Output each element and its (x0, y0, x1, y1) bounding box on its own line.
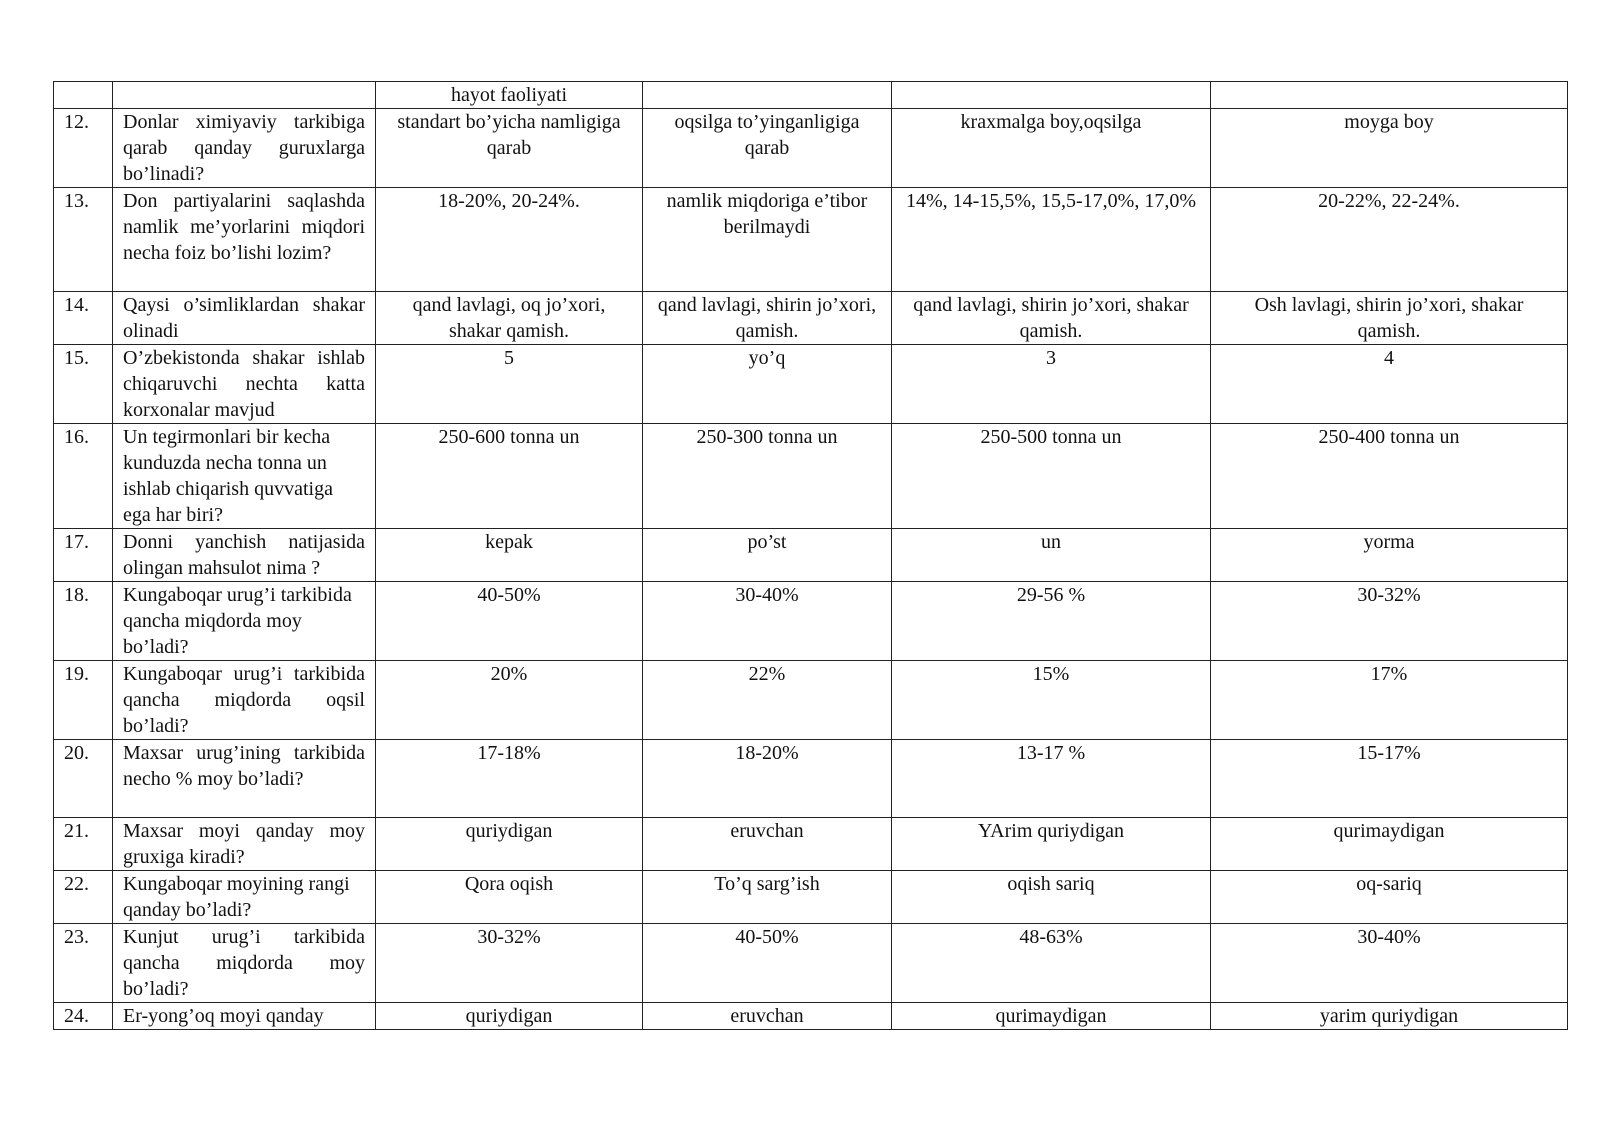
row-number: 13. (54, 188, 113, 292)
row-number: 22. (54, 871, 113, 924)
answer-b: 40-50% (643, 924, 892, 1003)
answer-b: qand lavlagi, shirin jo’xori, qamish. (643, 292, 892, 345)
question-text: Kungaboqar urug’i tarkibida qancha miqdorda moy bo’ladi? (113, 582, 376, 661)
row-number: 21. (54, 818, 113, 871)
answer-c: 13-17 % (892, 740, 1211, 818)
answer-a: qand lavlagi, oq jo’xori, shakar qamish. (376, 292, 643, 345)
answer-b: 250-300 tonna un (643, 424, 892, 529)
answer-d: yarim quriydigan (1211, 1003, 1568, 1030)
answer-c: 15% (892, 661, 1211, 740)
question-text: Qaysi o’simliklardan shakar olinadi (113, 292, 376, 345)
row-number (54, 82, 113, 109)
table-row (54, 529, 1568, 582)
question-text: Kungaboqar moyining rangi qanday bo’ladi? (113, 871, 376, 924)
question-text: Maxsar moyi qanday moy gruxiga kiradi? (113, 818, 376, 871)
table-row (54, 871, 1568, 924)
row-number: 17. (54, 529, 113, 582)
table-row (54, 924, 1568, 1003)
answer-c: YArim quriydigan (892, 818, 1211, 871)
table-row (54, 818, 1568, 871)
table-row (54, 345, 1568, 424)
answer-d: moyga boy (1211, 109, 1568, 188)
table-row (54, 582, 1568, 661)
answer-d: 4 (1211, 345, 1568, 424)
question-text: Kungaboqar urug’i tarkibida qancha miqdorda oqsil bo’ladi? (113, 661, 376, 740)
row-number: 20. (54, 740, 113, 818)
answer-a: 17-18% (376, 740, 643, 818)
answer-c: 3 (892, 345, 1211, 424)
row-number: 23. (54, 924, 113, 1003)
answer-c: 48-63% (892, 924, 1211, 1003)
answer-a: 40-50% (376, 582, 643, 661)
answer-c (892, 82, 1211, 109)
answer-c: kraxmalga boy,oqsilga (892, 109, 1211, 188)
row-number: 18. (54, 582, 113, 661)
answer-c: un (892, 529, 1211, 582)
answer-b: namlik miqdoriga e’tibor berilmaydi (643, 188, 892, 292)
answer-b (643, 82, 892, 109)
table-row (54, 82, 1568, 109)
answer-d: 30-40% (1211, 924, 1568, 1003)
row-number: 19. (54, 661, 113, 740)
answer-b: 18-20% (643, 740, 892, 818)
answer-b: eruvchan (643, 1003, 892, 1030)
row-number: 24. (54, 1003, 113, 1030)
answer-d: yorma (1211, 529, 1568, 582)
question-text: Don partiyalarini saqlashda namlik me’yorlarini miqdori necha foiz bo’lishi lozim? (113, 188, 376, 292)
answer-d: 250-400 tonna un (1211, 424, 1568, 529)
table-row (54, 188, 1568, 292)
row-number: 15. (54, 345, 113, 424)
table-row (54, 740, 1568, 818)
answer-d: Osh lavlagi, shirin jo’xori, shakar qamish. (1211, 292, 1568, 345)
answer-d: 15-17% (1211, 740, 1568, 818)
answer-c: oqish sariq (892, 871, 1211, 924)
answer-a: 20% (376, 661, 643, 740)
answer-d: 20-22%, 22-24%. (1211, 188, 1568, 292)
question-text: Kunjut urug’i tarkibida qancha miqdorda moy bo’ladi? (113, 924, 376, 1003)
answer-d: oq-sariq (1211, 871, 1568, 924)
answer-a: Qora oqish (376, 871, 643, 924)
answer-a: quriydigan (376, 818, 643, 871)
answer-a: 30-32% (376, 924, 643, 1003)
question-text: Er-yong’oq moyi qanday (113, 1003, 376, 1030)
answer-a: 18-20%, 20-24%. (376, 188, 643, 292)
answer-d (1211, 82, 1568, 109)
table-row (54, 424, 1568, 529)
answer-c: 14%, 14-15,5%, 15,5-17,0%, 17,0% (892, 188, 1211, 292)
question-text: Un tegirmonlari bir kecha kunduzda necha tonna un ishlab chiqarish quvvatiga ega har biri? (113, 424, 376, 529)
answer-c: qurimaydigan (892, 1003, 1211, 1030)
row-number: 12. (54, 109, 113, 188)
answer-a: hayot faoliyati (376, 82, 643, 109)
answer-b: po’st (643, 529, 892, 582)
answer-d: qurimaydigan (1211, 818, 1568, 871)
question-text: Donlar ximiyaviy tarkibiga qarab qanday guruxlarga bo’linadi? (113, 109, 376, 188)
row-number: 14. (54, 292, 113, 345)
answer-b: 22% (643, 661, 892, 740)
answer-a: kepak (376, 529, 643, 582)
answer-c: 29-56 % (892, 582, 1211, 661)
answer-b: yo’q (643, 345, 892, 424)
row-number: 16. (54, 424, 113, 529)
answer-d: 17% (1211, 661, 1568, 740)
questions-table (53, 81, 1568, 1030)
answer-a: 5 (376, 345, 643, 424)
table-row (54, 1003, 1568, 1030)
answer-a: standart bo’yicha namligiga qarab (376, 109, 643, 188)
answer-a: quriydigan (376, 1003, 643, 1030)
answer-b: eruvchan (643, 818, 892, 871)
answer-b: 30-40% (643, 582, 892, 661)
question-text: Donni yanchish natijasida olingan mahsulot nima ? (113, 529, 376, 582)
answer-c: 250-500 tonna un (892, 424, 1211, 529)
table-row (54, 292, 1568, 345)
table-row (54, 661, 1568, 740)
answer-b: To’q sarg’ish (643, 871, 892, 924)
question-text (113, 82, 376, 109)
table-row (54, 109, 1568, 188)
answer-a: 250-600 tonna un (376, 424, 643, 529)
question-text: Maxsar urug’ining tarkibida necho % moy bo’ladi? (113, 740, 376, 818)
question-text: O’zbekistonda shakar ishlab chiqaruvchi nechta katta korxonalar mavjud (113, 345, 376, 424)
answer-d: 30-32% (1211, 582, 1568, 661)
answer-b: oqsilga to’yinganligiga qarab (643, 109, 892, 188)
answer-c: qand lavlagi, shirin jo’xori, shakar qamish. (892, 292, 1211, 345)
